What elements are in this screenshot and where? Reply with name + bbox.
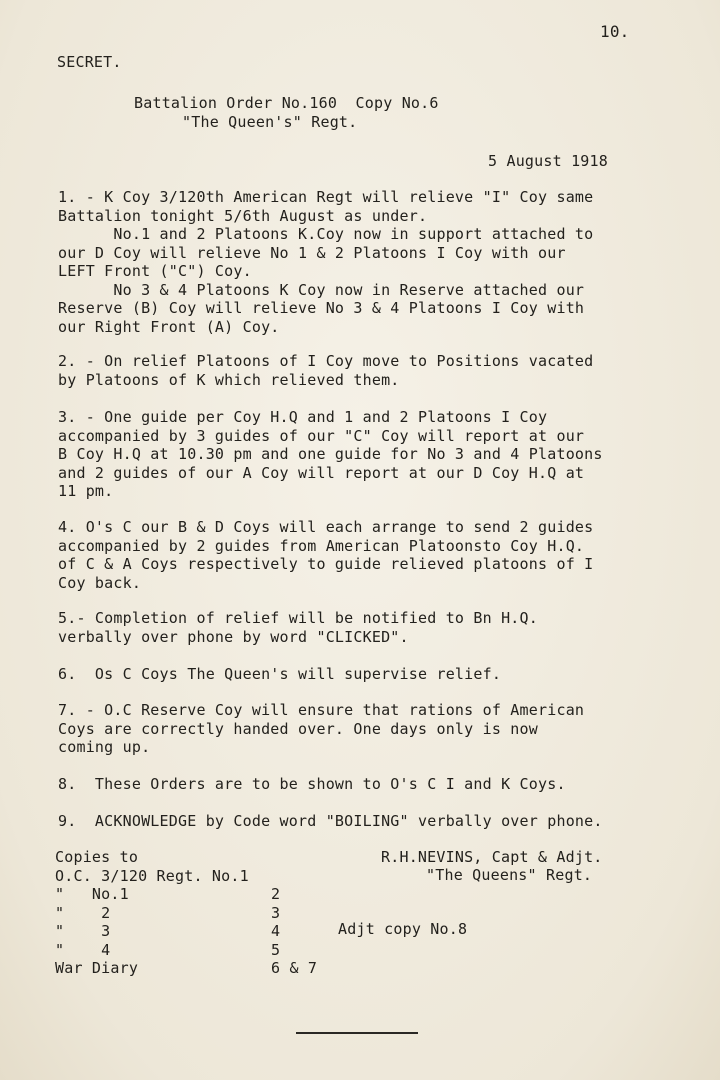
distribution-recipient: " 4 xyxy=(55,940,111,959)
paragraph-3: 3. - One guide per Coy H.Q and 1 and 2 Platoons I Coy accompanied by 3 guides of our "C" Coy will report at our B Coy H.Q at 10.30 pm and one guide for No 3 and 4 Platoons and 2 guides of our A Coy will report at our D Coy H.Q at 11 pm. xyxy=(58,408,603,500)
distribution-row xyxy=(55,922,281,941)
distribution-recipient: " 2 xyxy=(55,903,111,922)
paragraph-6: 6. Os C Coys The Queen's will supervise relief. xyxy=(58,665,502,683)
signatory-unit: "The Queens" Regt. xyxy=(426,866,593,884)
paragraph-9: 9. ACKNOWLEDGE by Code word "BOILING" verbally over phone. xyxy=(58,812,603,830)
distribution-row xyxy=(55,866,249,886)
paragraph-1: 1. - K Coy 3/120th American Regt will relieve "I" Coy same Battalion tonight 5/6th August as under. No.1 and 2 Platoons K.Coy now in support attached to our D Coy will relieve No 1 & 2 Platoons I Coy with our LEFT Front ("C") Coy. No 3 & 4 Platoons K Coy now in Reserve attached our Reserve (B) Coy will relieve No 3 & 4 Platoons I Coy with our Right Front (A) Coy. xyxy=(58,188,594,336)
distribution-recipient: " No.1 xyxy=(55,885,129,903)
closing-rule xyxy=(296,1032,418,1034)
paragraph-2: 2. - On relief Platoons of I Coy move to Positions vacated by Platoons of K which relieved them. xyxy=(58,352,594,389)
order-title: Battalion Order No.160 Copy No.6 xyxy=(134,94,439,112)
order-date: 5 August 1918 xyxy=(488,152,608,170)
distribution-recipient: " 3 xyxy=(55,922,111,940)
paragraph-7: 7. - O.C Reserve Coy will ensure that rations of American Coys are correctly handed over. One days only is now coming up. xyxy=(58,701,585,756)
distribution-row xyxy=(55,903,281,923)
paragraph-5: 5.- Completion of relief will be notified to Bn H.Q. verbally over phone by word "CLICKED". xyxy=(58,609,538,646)
adjutant-copy-note: Adjt copy No.8 xyxy=(338,920,468,938)
paragraph-4: 4. O's C our B & D Coys will each arrange to send 2 guides accompanied by 2 guides from American Platoonsto Coy H.Q. of C & A Coys respectively to guide relieved platoons of I Coy back. xyxy=(58,518,594,592)
paragraph-8: 8. These Orders are to be shown to O's C I and K Coys. xyxy=(58,775,566,793)
distribution-copy-number: 6 & 7 xyxy=(271,959,318,977)
distribution-recipient: War Diary xyxy=(55,959,139,977)
distribution-copy-number: 4 xyxy=(271,922,281,940)
classification-mark: SECRET. xyxy=(57,53,122,71)
signatory-name: R.H.NEVINS, Capt & Adjt. xyxy=(381,848,603,866)
distribution-copy-number: 3 xyxy=(271,903,281,922)
distribution-copy-number: 2 xyxy=(271,885,281,903)
regiment-title: "The Queen's" Regt. xyxy=(182,113,358,131)
distribution-recipient: O.C. 3/120 Regt. No.1 xyxy=(55,866,249,885)
page-number: 10. xyxy=(600,22,630,41)
distribution-row xyxy=(55,885,281,904)
distribution-list xyxy=(55,848,318,978)
distribution-row xyxy=(55,959,318,978)
distribution-copy-number: 5 xyxy=(271,940,281,959)
distribution-heading: Copies to xyxy=(55,848,139,866)
distribution-row xyxy=(55,940,281,960)
